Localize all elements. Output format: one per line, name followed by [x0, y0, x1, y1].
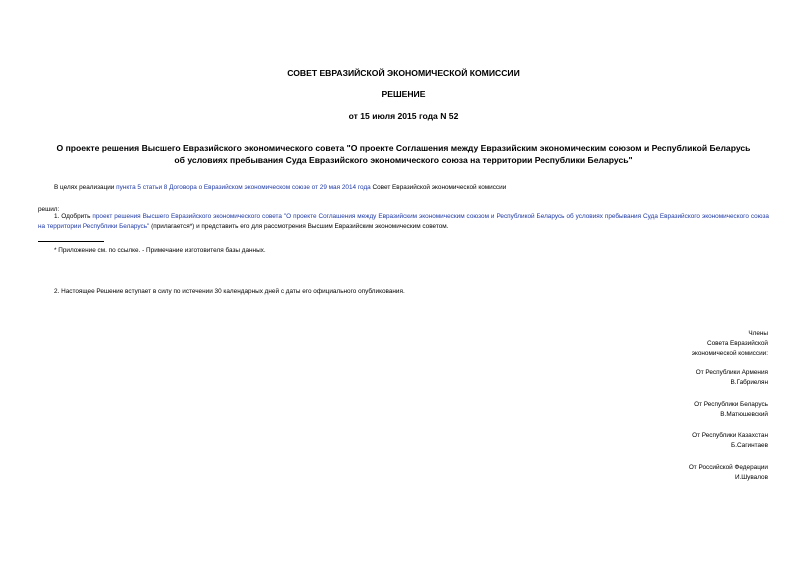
signature-country: От Республики Армения: [695, 369, 768, 376]
signature-russia: [689, 463, 768, 483]
document-type: РЕШЕНИЕ: [381, 89, 426, 99]
signature-country: От Республики Казахстан: [692, 432, 768, 439]
intro-suffix: Совет Евразийской экономической комиссии: [370, 184, 507, 191]
subject-line-2: об условиях пребывания Суда Евразийского экономического союза на территории Республики Беларусь": [174, 154, 633, 165]
intro-paragraph: [54, 183, 774, 193]
signatures-heading-line: Члены: [748, 330, 768, 337]
signature-country: От Республики Беларусь: [694, 401, 768, 408]
signature-name: В.Габриелян: [730, 379, 768, 386]
document-date-number: от 15 июля 2015 года N 52: [348, 111, 459, 121]
decided-label: решил:: [38, 206, 60, 213]
signature-name: И.Шувалов: [734, 474, 768, 481]
item-1-suffix: (прилагается*) и представить его для рассмотрения Высшим Евразийским экономическим советом.: [149, 223, 449, 230]
signatures-heading-line: экономической комиссии:: [691, 350, 768, 357]
footnote-divider: [38, 241, 104, 242]
treaty-link[interactable]: пункта 5 статьи 8 Договора о Евразийском экономическом союзе от 29 мая 2014 года: [116, 184, 371, 191]
signature-country: От Российской Федерации: [688, 464, 768, 471]
council-title: СОВЕТ ЕВРАЗИЙСКОЙ ЭКОНОМИЧЕСКОЙ КОМИССИИ: [287, 68, 520, 78]
draft-decision-link[interactable]: проект решения Высшего Евразийского экономического совета "О проекте Соглашения между Евразийским экономическим союзом и Республикой Беларусь об условиях пребывания Суда Евразийского экономического союза на территории Республики Беларусь": [38, 213, 769, 230]
signature-kazakhstan: [692, 431, 768, 451]
signature-armenia: [696, 368, 768, 388]
item-2-paragraph: 2. Настоящее Решение вступает в силу по истечении 30 календарных дней с даты его официального опубликования.: [54, 288, 405, 295]
footnote: * Приложение см. по ссылке. - Примечание изготовителя базы данных.: [54, 247, 266, 254]
intro-prefix: В целях реализации: [54, 184, 117, 191]
signatures-heading-line: Совета Евразийской: [707, 340, 768, 347]
signature-belarus: [694, 400, 768, 420]
signature-name: Б.Сагинтаев: [731, 442, 768, 449]
document-subject: [40, 143, 767, 166]
item-1-prefix: 1. Одобрить: [54, 213, 93, 220]
signatures-heading: [692, 329, 768, 359]
signature-name: В.Матюшевский: [720, 411, 768, 418]
item-1-paragraph: [38, 212, 769, 232]
subject-line-1: О проекте решения Высшего Евразийского экономического совета "О проекте Соглашения между Евразийским экономическим союзом и Республикой Беларусь: [56, 143, 751, 153]
